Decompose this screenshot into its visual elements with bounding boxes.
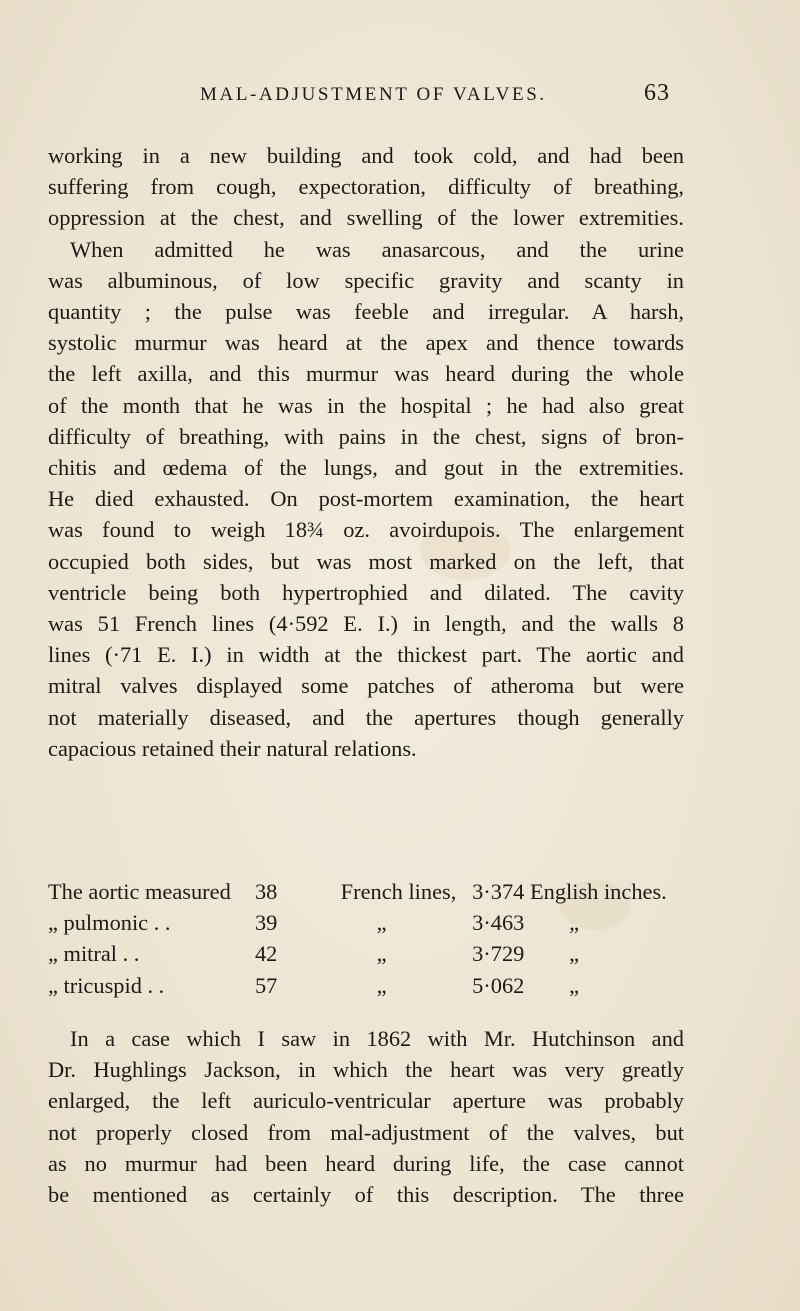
text-line: oppression at the chest, and swelling of the lower extremities.	[48, 205, 684, 231]
text-line: was 51 French lines (4·592 E. I.) in length, and the walls 8	[48, 611, 684, 637]
text-line: In a case which I saw in 1862 with Mr. Hutchinson and	[70, 1026, 684, 1051]
text-line: chitis and œdema of the lungs, and gout in the extremities.	[48, 455, 684, 481]
valve-name: The aortic measured	[48, 879, 231, 904]
table-row	[48, 876, 688, 907]
table-row	[48, 907, 688, 938]
text-line: Dr. Hughlings Jackson, in which the heart was very greatly	[48, 1057, 684, 1083]
text-line: working in a new building and took cold, and had been	[48, 143, 684, 168]
text-line: lines (·71 E. I.) in width at the thickest part. The aortic and	[48, 642, 684, 668]
text-line: not materially diseased, and the apertures though generally	[48, 704, 684, 730]
french-lines-value: 42	[254, 941, 278, 967]
text-line: occupied both sides, but was most marked on the left, that	[48, 548, 684, 574]
english-inches-value: 5·062 „	[472, 972, 580, 998]
english-inches-value: 3·463 „	[472, 910, 580, 936]
running-title: MAL-ADJUSTMENT OF VALVES.	[200, 84, 547, 105]
table-row	[48, 970, 688, 1001]
french-lines-value: 39	[254, 910, 278, 936]
french-lines-value: 38	[254, 879, 278, 904]
text-line: systolic murmur was heard at the apex and thence towards	[48, 330, 684, 356]
text-line: the left axilla, and this murmur was heard during the whole	[48, 361, 684, 387]
text-line: was found to weigh 18¾ oz. avoirdupois. The enlargement	[48, 517, 684, 543]
text-line: difficulty of breathing, with pains in the chest, signs of bron-	[48, 423, 684, 449]
unit-label: „	[376, 972, 387, 998]
text-line: capacious retained their natural relations.	[48, 735, 417, 761]
unit-label: „	[376, 941, 387, 967]
french-lines-value: 57	[254, 972, 278, 998]
english-inches-value: 3·729 „	[472, 941, 580, 967]
text-line: of the month that he was in the hospital ; he had also great	[48, 392, 684, 418]
unit-label: „	[376, 910, 387, 936]
valve-measurements-table	[48, 876, 688, 1001]
text-line: When admitted he was anasarcous, and the urine	[70, 236, 684, 262]
text-line: suffering from cough, expectoration, difficulty of breathing,	[48, 174, 684, 200]
paragraph-case-report	[48, 140, 684, 764]
unit-label: French lines,	[340, 879, 457, 904]
text-line: not properly closed from mal-adjustment of the valves, but	[48, 1119, 684, 1145]
text-line: mitral valves displayed some patches of atheroma but were	[48, 673, 684, 699]
running-head	[0, 80, 800, 116]
text-line: quantity ; the pulse was feeble and irregular. A harsh,	[48, 299, 684, 325]
text-line: was albuminous, of low specific gravity and scanty in	[48, 267, 684, 293]
text-line: be mentioned as certainly of this description. The three	[48, 1182, 684, 1208]
valve-name: „ mitral . .	[48, 941, 140, 967]
english-inches-value: 3·374 English inches.	[472, 879, 667, 904]
text-line: enlarged, the left auriculo-ventricular aperture was probably	[48, 1088, 684, 1114]
text-line: ventricle being both hypertrophied and dilated. The cavity	[48, 579, 684, 605]
page-number: 63	[644, 80, 670, 106]
table-row	[48, 938, 688, 969]
valve-name: „ tricuspid . .	[48, 972, 165, 998]
text-line: as no murmur had been heard during life, the case cannot	[48, 1150, 684, 1176]
valve-name: „ pulmonic . .	[48, 910, 171, 936]
paragraph-hutchinson-case	[48, 1023, 684, 1210]
text-line: He died exhausted. On post-mortem examination, the heart	[48, 486, 684, 512]
